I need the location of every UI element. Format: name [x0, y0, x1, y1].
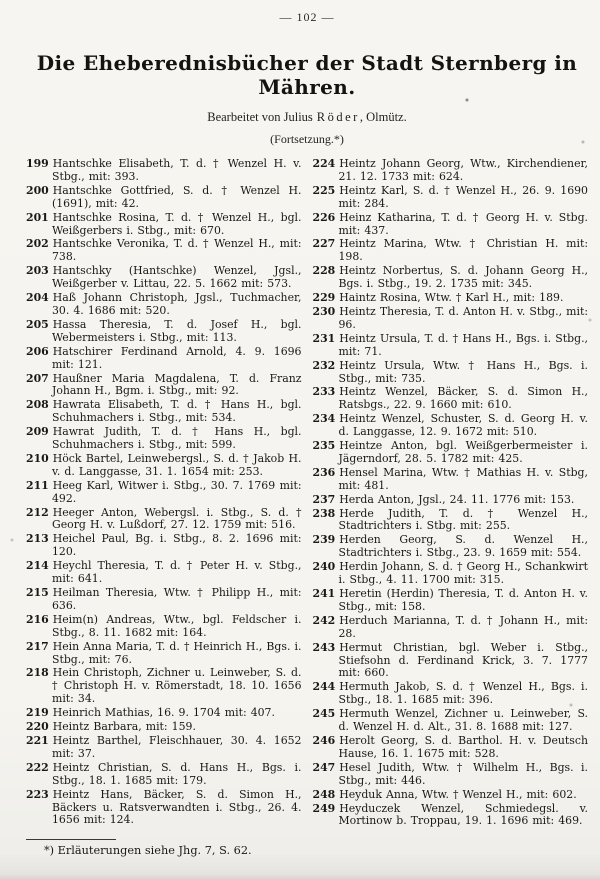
footnote-divider [26, 839, 116, 840]
entry-number: 205 [26, 317, 49, 331]
entry-item [26, 158, 302, 184]
byline-suffix: , Olmütz. [359, 110, 407, 124]
article-title: Die Eheberednisbücher der Stadt Sternberg in Mähren. [36, 51, 578, 99]
entries-column-right [313, 158, 589, 829]
entry-number: 232 [312, 358, 336, 372]
entry-item [313, 588, 589, 614]
entry-item [26, 560, 302, 586]
entry-number: 209 [26, 425, 49, 439]
entry-item [26, 346, 302, 372]
entry-number: 245 [312, 707, 336, 721]
entry-text: Heichel Paul, Bg. i. Stbg., 8. 2. 1696 mit: 120. [52, 532, 302, 559]
entry-text: Herda Anton, Jgsl., 24. 11. 1776 mit: 153. [339, 492, 575, 506]
entry-number: 201 [26, 210, 49, 224]
entry-item [313, 185, 589, 211]
entry-number: 217 [26, 639, 49, 653]
entry-text: Heintz Wenzel, Bäcker, S. d. Simon H., Ratsbgs., 22. 9. 1660 mit: 610. [338, 385, 588, 412]
entry-number: 235 [312, 439, 336, 453]
entry-text: Herde Judith, T. d. † Wenzel H., Stadtrichters i. Stbg. mit: 255. [338, 506, 588, 533]
entry-number: 247 [312, 760, 336, 774]
entry-text: Heintz Ursula, Wtw. † Hans H., Bgs. i. Stbg., mit: 735. [338, 358, 588, 385]
entry-text: Hantschke Rosina, T. d. † Wenzel H., bgl. Weißgerbers i. Stbg., mit: 670. [52, 210, 302, 237]
entry-text: Herdin Johann, S. d. † Georg H., Schankwirt i. Stbg., 4. 11. 1700 mit: 315. [338, 560, 588, 587]
entries-column-left [26, 158, 302, 829]
entry-number: 229 [312, 291, 336, 305]
entry-text: Heintz Barbara, mit: 159. [52, 720, 196, 734]
entry-item [26, 533, 302, 559]
entry-text: Haußner Maria Magdalena, T. d. Franz Johann H., Bgm. i. Stbg., mit: 92. [52, 371, 302, 398]
entry-text: Haintz Rosina, Wtw. † Karl H., mit: 189. [339, 291, 564, 305]
entry-number: 219 [26, 706, 49, 720]
entry-text: Heeg Karl, Witwer i. Stbg., 30. 7. 1769 mit: 492. [52, 478, 302, 505]
entry-number: 231 [312, 331, 336, 345]
entry-text: Hantschky (Hantschke) Wenzel, Jgsl., Weißgerber v. Littau, 22. 5. 1662 mit: 573. [52, 264, 302, 291]
entry-text: Heintz Marina, Wtw. † Christian H. mit: 198. [338, 237, 588, 264]
entry-item [313, 494, 589, 507]
footnote [26, 839, 296, 857]
entry-text: Herden Georg, S. d. Wenzel H., Stadtrichters i. Stbg., 23. 9. 1659 mit: 554. [338, 533, 588, 560]
entry-item [26, 399, 302, 425]
entry-text: Höck Bartel, Leinwebergsl., S. d. † Jakob H. v. d. Langgasse, 31. 1. 1654 mit: 253. [52, 451, 302, 478]
entry-text: Heinz Katharina, T. d. † Georg H. v. Stbg. mit: 437. [338, 210, 588, 237]
entry-item [313, 467, 589, 493]
entry-item [26, 667, 302, 706]
entry-text: Hatschirer Ferdinand Arnold, 4. 9. 1696 mit: 121. [52, 344, 302, 371]
scan-edge-shadow [0, 874, 600, 879]
entry-item [26, 212, 302, 238]
entry-number: 206 [26, 344, 49, 358]
entry-number: 203 [26, 264, 49, 278]
entry-item [26, 762, 302, 788]
entry-text: Heintz Theresia, T. d. Anton H. v. Stbg., mit: 96. [338, 304, 588, 331]
entry-item [26, 789, 302, 828]
entry-number: 230 [312, 304, 336, 318]
entry-text: Heyduk Anna, Wtw. † Wenzel H., mit: 602. [339, 787, 577, 801]
entry-item [313, 803, 589, 829]
entry-number: 239 [312, 533, 336, 547]
entry-number: 242 [312, 613, 336, 627]
entry-text: Heyduczek Wenzel, Schmiedegsl. v. Mortinow b. Troppau, 19. 1. 1696 mit: 469. [338, 801, 588, 828]
entry-item [26, 587, 302, 613]
entry-item [26, 319, 302, 345]
entry-number: 234 [312, 412, 336, 426]
entry-text: Hermut Christian, bgl. Weber i. Stbg., Stiefsohn d. Ferdinand Krick, 3. 7. 1777 mit: 660. [338, 640, 588, 680]
entry-item [26, 238, 302, 264]
entry-text: Hesel Judith, Wtw. † Wilhelm H., Bgs. i. Stbg., mit: 446. [338, 760, 588, 787]
entry-number: 218 [26, 666, 49, 680]
entry-text: Hantschke Veronika, T. d. † Wenzel H., mit: 738. [52, 237, 302, 264]
entry-number: 233 [312, 385, 336, 399]
entry-text: Heychl Theresia, T. d. † Peter H. v. Stbg., mit: 641. [52, 559, 302, 586]
entry-item [313, 534, 589, 560]
entry-text: Heintze Anton, bgl. Weißgerbermeister i. Jägerndorf, 28. 5. 1782 mit: 425. [338, 439, 588, 465]
entry-number: 244 [312, 680, 336, 694]
entry-text: Hawrat Judith, T. d. † Hans H., bgl. Schuhmachers i. Stbg., mit: 599. [52, 425, 302, 452]
entry-item [313, 306, 589, 332]
entry-item [313, 292, 589, 305]
page-number: — 102 — [279, 10, 335, 24]
entry-number: 228 [312, 264, 336, 278]
entry-number: 223 [26, 787, 49, 801]
byline [26, 110, 588, 125]
entry-item [313, 708, 589, 734]
entry-text: Heinrich Mathias, 16. 9. 1704 mit: 407. [52, 706, 275, 720]
entry-number: 200 [26, 183, 49, 197]
entry-number: 246 [312, 733, 336, 747]
entry-number: 243 [312, 640, 336, 654]
entry-text: Heintz Wenzel, Schuster, S. d. Georg H. v. d. Langgasse, 12. 9. 1672 mit: 510. [338, 412, 588, 439]
entry-text: Hantschke Elisabeth, T. d. † Wenzel H. v. Stbg., mit: 393. [52, 157, 302, 183]
entry-text: Hermuth Wenzel, Zichner u. Leinweber, S. d. Wenzel H. d. Alt., 31. 8. 1688 mit: 127. [338, 707, 588, 734]
entry-text: Heintz Karl, S. d. † Wenzel H., 26. 9. 1690 mit: 284. [338, 183, 588, 210]
entry-item [26, 507, 302, 533]
entry-text: Heintz Hans, Bäcker, S. d. Simon H., Bäckers u. Ratsverwandten i. Stbg., 26. 4. 1656 mit: 124. [52, 787, 302, 827]
entry-item [313, 508, 589, 534]
entry-text: Heretin (Herdin) Theresia, T. d. Anton H. v. Stbg., mit: 158. [338, 587, 588, 613]
entry-number: 213 [26, 532, 49, 546]
entry-number: 208 [26, 398, 49, 412]
entry-number: 214 [26, 559, 49, 573]
entry-item [313, 238, 589, 264]
entry-text: Heintz Christian, S. d. Hans H., Bgs. i. Stbg., 18. 1. 1685 mit: 179. [52, 760, 302, 787]
entry-item [26, 453, 302, 479]
entry-item [26, 614, 302, 640]
continuation-note: (Fortsetzung.*) [270, 132, 344, 146]
entry-item [313, 789, 589, 802]
entry-item [313, 158, 589, 184]
entry-text: Heintz Norbertus, S. d. Johann Georg H., Bgs. i. Stbg., 19. 2. 1735 mit: 345. [338, 264, 588, 291]
entry-number: 248 [312, 787, 336, 801]
entry-item [26, 292, 302, 318]
entry-item [313, 265, 589, 291]
entry-number: 215 [26, 586, 49, 599]
entry-item [26, 426, 302, 452]
footnote-text: *) Erläuterungen siehe Jhg. 7, S. 62. [44, 844, 252, 857]
entry-text: Hein Anna Maria, T. d. † Heinrich H., Bgs. i. Stbg., mit: 76. [52, 639, 302, 666]
entry-item [26, 373, 302, 399]
entry-item [26, 721, 302, 734]
entry-text: Hein Christoph, Zichner u. Leinweber, S. d. † Christoph H. v. Römerstadt, 18. 10. 1656 mit: 34. [52, 666, 302, 706]
entry-number: 211 [26, 478, 49, 492]
entry-item [26, 707, 302, 720]
entry-item [313, 333, 589, 359]
entry-text: Heeger Anton, Webergsl. i. Stbg., S. d. † Georg H. v. Lußdorf, 27. 12. 1759 mit: 516. [52, 505, 302, 532]
entries-columns [26, 158, 588, 829]
entry-item [313, 642, 589, 681]
entry-number: 226 [312, 210, 336, 224]
entry-item [26, 641, 302, 667]
entry-item [313, 360, 589, 386]
entry-number: 238 [312, 506, 336, 520]
entry-text: Heintz Johann Georg, Wtw., Kirchendiener, 21. 12. 1733 mit: 624. [338, 157, 588, 183]
entry-text: Heintz Barthel, Fleischhauer, 30. 4. 1652 mit: 37. [52, 733, 302, 760]
entry-item [26, 480, 302, 506]
entry-item [313, 762, 589, 788]
entry-number: 241 [312, 587, 336, 600]
entry-item [26, 185, 302, 211]
entry-text: Hensel Marina, Wtw. † Mathias H. v. Stbg, mit: 481. [338, 465, 588, 492]
entry-item [313, 735, 589, 761]
entry-number: 249 [312, 801, 336, 815]
entry-text: Heim(n) Andreas, Wtw., bgl. Feldscher i. Stbg., 8. 11. 1682 mit: 164. [52, 612, 302, 639]
entry-item [313, 681, 589, 707]
entry-number: 224 [312, 157, 336, 170]
entry-number: 236 [312, 465, 336, 479]
entry-text: Herolt Georg, S. d. Barthol. H. v. Deutsch Hause, 16. 1. 1675 mit: 528. [338, 733, 588, 760]
entry-item [313, 440, 589, 466]
entry-text: Hawrata Elisabeth, T. d. † Hans H., bgl. Schuhmachers i. Stbg., mit: 534. [52, 398, 302, 425]
entry-text: Hermuth Jakob, S. d. † Wenzel H., Bgs. i. Stbg., 18. 1. 1685 mit: 396. [338, 680, 588, 707]
entry-text: Heilman Theresia, Wtw. † Philipp H., mit: 636. [52, 586, 302, 612]
entry-item [313, 615, 589, 641]
entry-item [26, 735, 302, 761]
entry-number: 212 [26, 505, 49, 519]
entry-number: 199 [26, 157, 49, 170]
entry-number: 204 [26, 291, 49, 305]
entry-item [26, 265, 302, 291]
entry-number: 237 [312, 492, 336, 506]
entry-item [313, 386, 589, 412]
entry-number: 210 [26, 451, 49, 465]
entry-number: 216 [26, 612, 49, 626]
byline-prefix: Bearbeitet von Julius [207, 110, 313, 124]
byline-author-name: Röder [316, 110, 360, 124]
entry-number: 220 [26, 720, 49, 734]
entry-text: Haß Johann Christoph, Jgsl., Tuchmacher, 30. 4. 1686 mit: 520. [52, 291, 302, 317]
entry-text: Hantschke Gottfried, S. d. † Wenzel H. (1691), mit: 42. [52, 183, 302, 210]
entry-number: 202 [26, 237, 49, 251]
entry-item [313, 561, 589, 587]
entry-item [313, 212, 589, 238]
entry-number: 221 [26, 733, 49, 747]
entry-number: 207 [26, 371, 49, 385]
entry-text: Herduch Marianna, T. d. † Johann H., mit: 28. [338, 613, 588, 640]
entry-number: 222 [26, 760, 49, 774]
entry-text: Heintz Ursula, T. d. † Hans H., Bgs. i. Stbg., mit: 71. [338, 331, 588, 358]
entry-text: Hassa Theresia, T. d. Josef H., bgl. Webermeisters i. Stbg., mit: 113. [52, 317, 302, 344]
entry-item [313, 413, 589, 439]
entry-number: 227 [312, 237, 336, 251]
entry-number: 225 [312, 183, 336, 197]
entry-number: 240 [312, 560, 336, 574]
